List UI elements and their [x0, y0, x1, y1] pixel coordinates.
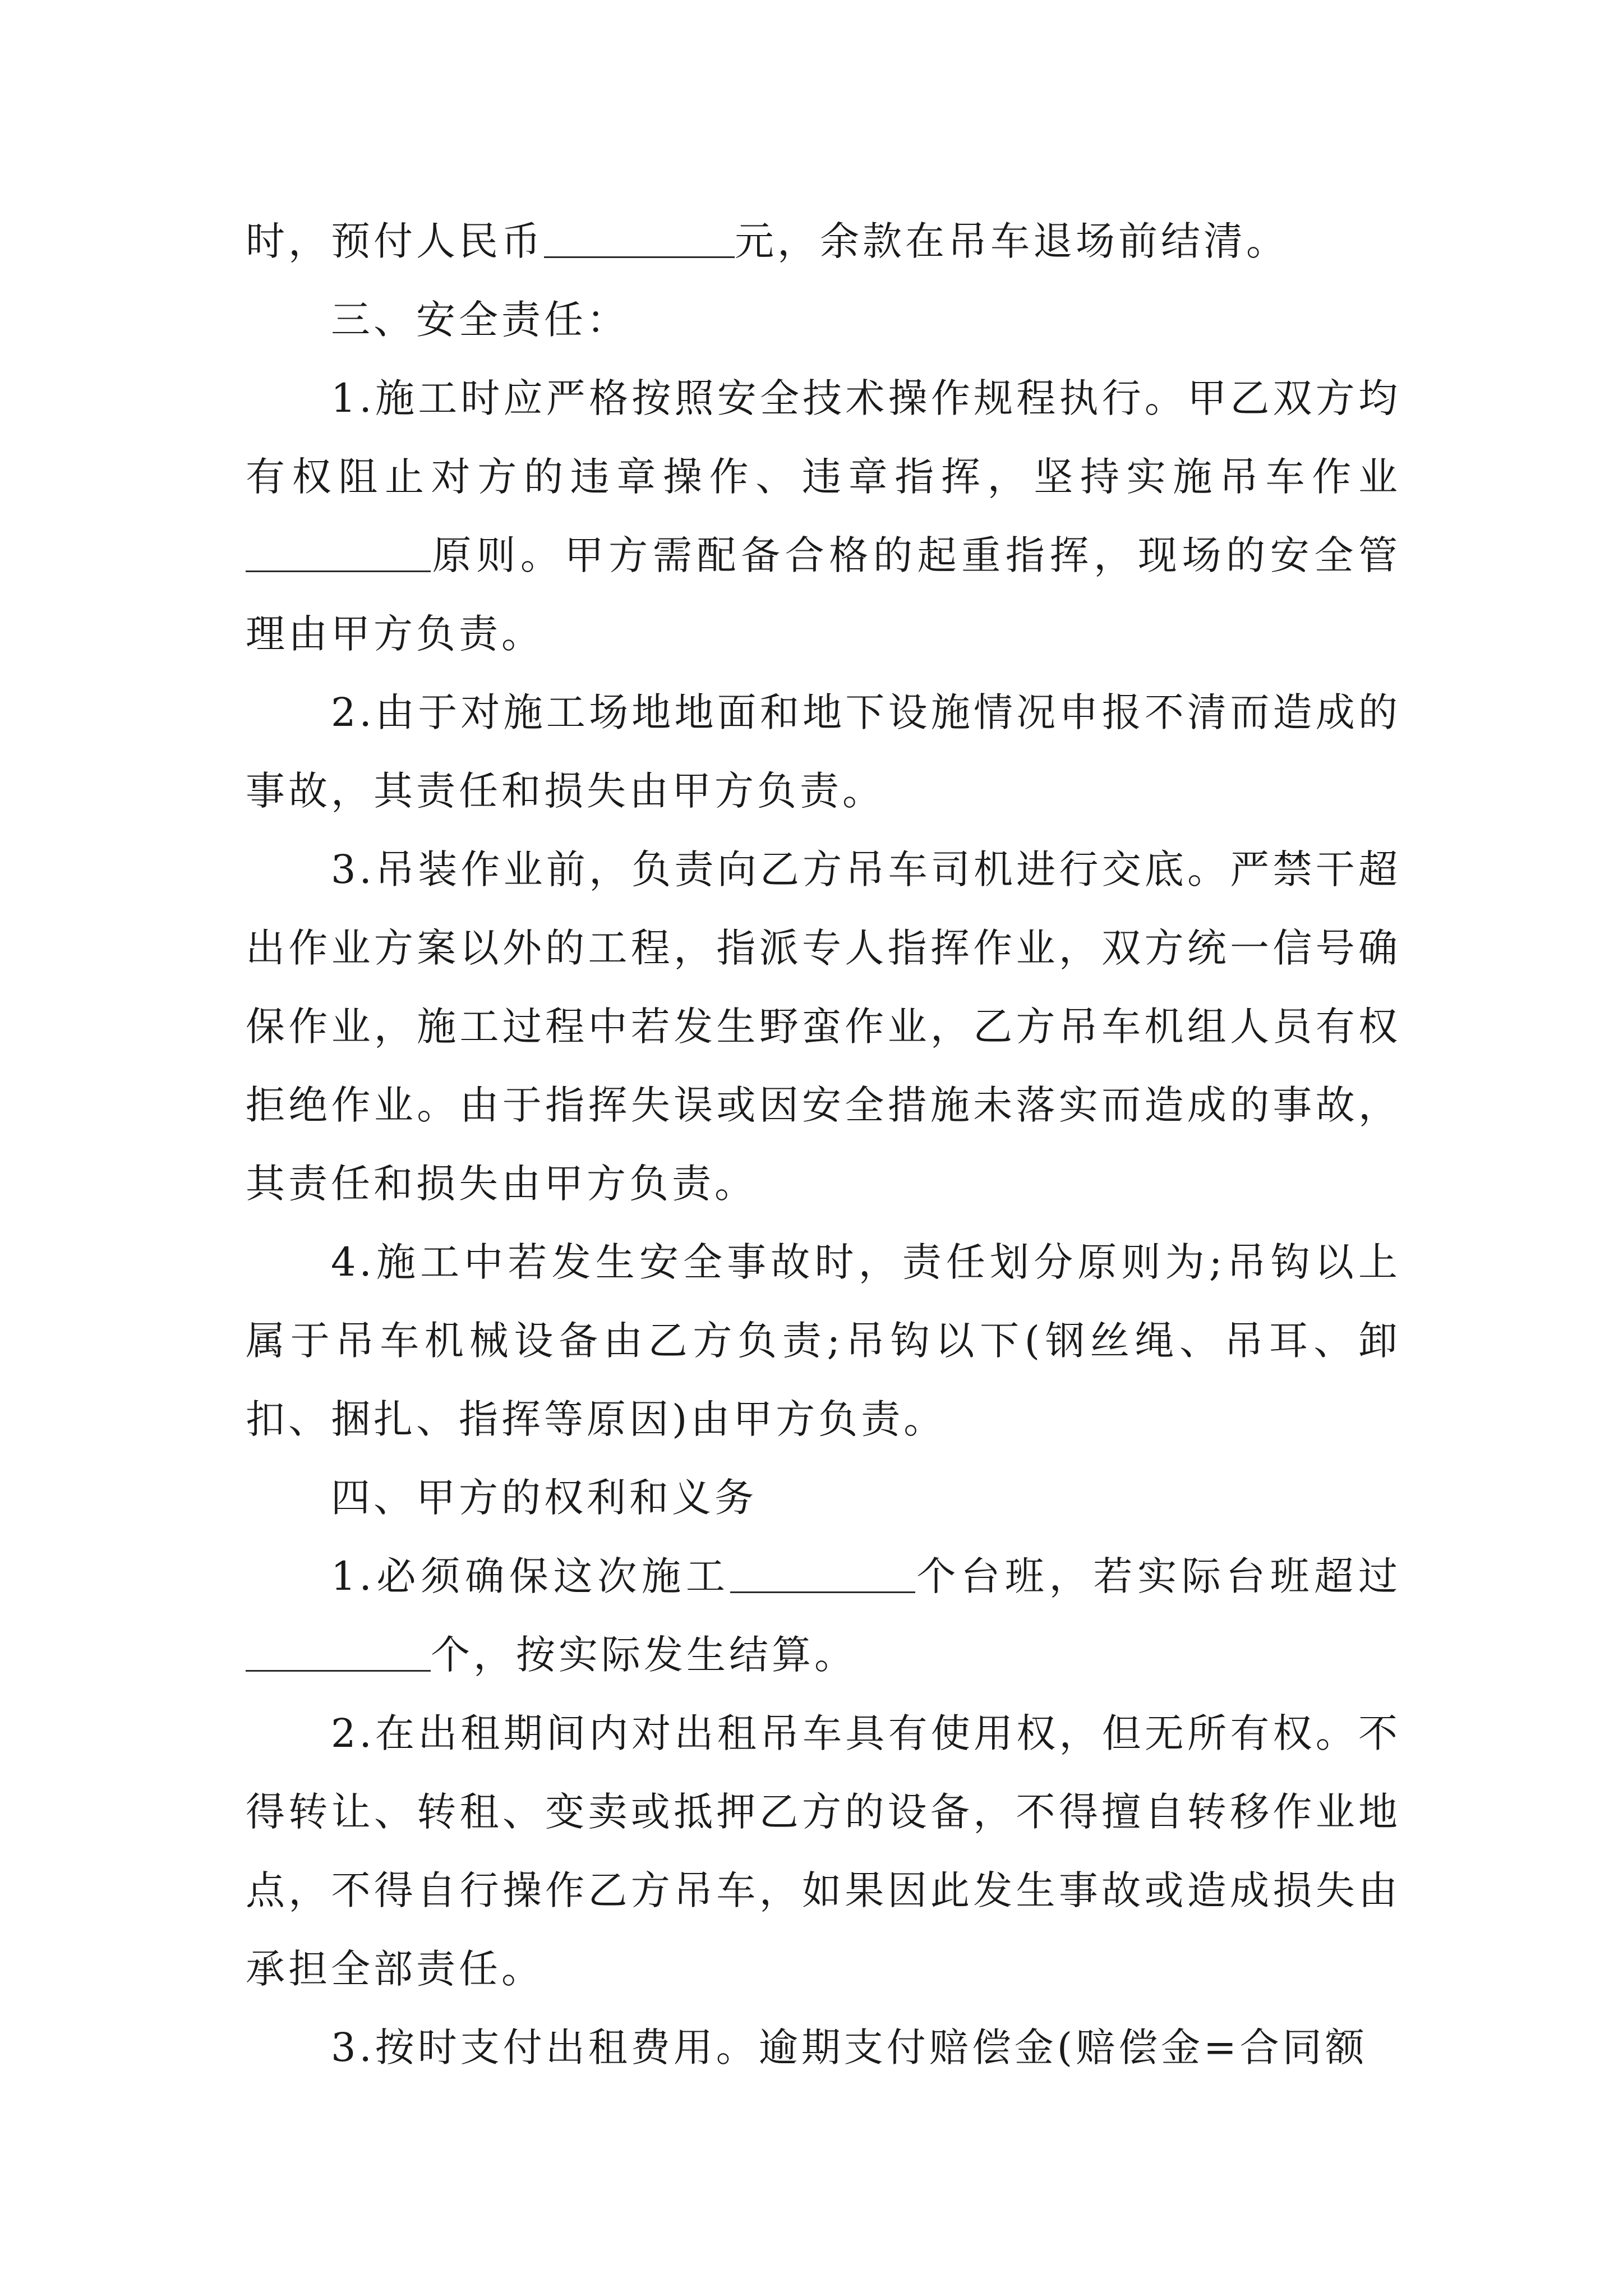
party-a-1-text-start: 1.必须确保这次施工: [331, 1553, 730, 1599]
excess-shift-blank: [246, 1631, 431, 1672]
document-body: [246, 202, 1401, 2087]
paragraph-safety-2: 2.由于对施工场地地面和地下设施情况申报不清而造成的事故，其责任和损失由甲方负责。: [246, 689, 1401, 814]
paragraph-safety-1: [246, 359, 1401, 673]
safety-1-text-end: 原则。甲方需配备合格的起重指挥，现场的安全管理由甲方负责。: [246, 532, 1401, 657]
paragraph-party-a-1: [246, 1537, 1401, 1694]
prepayment-amount-blank: [544, 217, 735, 258]
paragraph-party-a-3: 3.按时支付出租费用。逾期支付赔偿金(赔偿金=合同额: [331, 2024, 1368, 2070]
principle-blank: [246, 531, 431, 572]
party-a-1-text-middle: 个台班，若实际台班超过: [915, 1553, 1401, 1599]
paragraph-safety-3: 3.吊装作业前，负责向乙方吊车司机进行交底。严禁干超出作业方案以外的工程，指派专人指挥作业，双方统一信号确保作业，施工过程中若发生野蛮作业，乙方吊车机组人员有权拒绝作业。由于指挥失误或因安全措施未落实而造成的事故，其责任和损失由甲方负责。: [246, 846, 1401, 1207]
section-heading-safety: 三、安全责任：: [331, 297, 629, 343]
paragraph-payment-continuation: [246, 202, 1401, 280]
paragraph-safety-4: 4.施工中若发生安全事故时，责任划分原则为;吊钩以上属于吊车机械设备由乙方负责;吊钩以下(钢丝绳、吊耳、卸扣、捆扎、指挥等原因)由甲方负责。: [246, 1239, 1401, 1442]
paragraph-party-a-2: 2.在出租期间内对出租吊车具有使用权，但无所有权。不得转让、转租、变卖或抵押乙方的设备，不得擅自转移作业地点，不得自行操作乙方吊车，如果因此发生事故或造成损失由承担全部责任。: [246, 1710, 1401, 1992]
payment-text-end: 元，余款在吊车退场前结清。: [735, 218, 1289, 264]
section-heading-party-a: 四、甲方的权利和义务: [331, 1475, 757, 1521]
party-a-1-text-end: 个，按实际发生结算。: [431, 1632, 857, 1678]
payment-text-start: 时，预付人民币: [246, 218, 544, 264]
shift-count-blank: [730, 1552, 915, 1593]
safety-1-text-start: 1.施工时应严格按照安全技术操作规程执行。甲乙双方均有权阻止对方的违章操作、违章指挥，坚持实施吊车作业: [246, 375, 1401, 500]
